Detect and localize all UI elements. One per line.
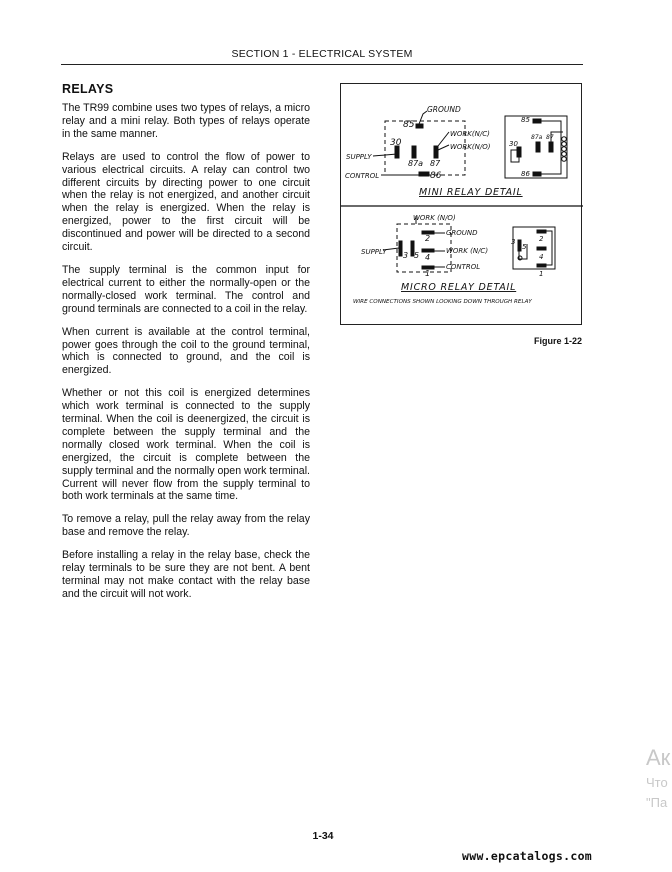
paragraph: The supply terminal is the common input for electrical current to either the normally-open or the normally-closed work terminal. The control and ground terminals are connected to a coil in the relay. [62, 263, 310, 315]
terminal-85 [416, 124, 423, 128]
micro-schematic-5: 5 [522, 243, 527, 251]
terminal-86 [419, 172, 429, 176]
paragraph: To remove a relay, pull the relay away from the relay base and remove the relay. [62, 513, 310, 539]
mini-terminal-86: 86 [430, 171, 442, 181]
watermark: www.epcatalogs.com [462, 849, 593, 863]
mini-label-control: CONTROL [345, 172, 380, 180]
terminal-87 [434, 146, 438, 158]
section-header: SECTION 1 - ELECTRICAL SYSTEM [231, 48, 413, 60]
micro-label-control: CONTROL [446, 263, 481, 271]
mini-label-supply: SUPPLY [346, 153, 372, 161]
overlay-line: Ак [646, 745, 671, 770]
micro-schematic-1: 1 [539, 270, 544, 278]
micro-terminal-2: 2 [425, 234, 431, 243]
micro-schematic-3: 3 [511, 238, 516, 246]
paragraph: The TR99 combine uses two types of relays, a micro relay and a mini relay. Both types of relays operate in the same manner. [62, 102, 310, 140]
paragraph: Whether or not this coil is energized determines which work terminal is connected to the supply terminal. When the coil is deenergized, the circuit is complete between the supply terminal and the normally closed work terminal. When the coil is energized, the circuit is complete between the supply terminal and the normally open work terminal. Current will never flow from the supply terminal to both work terminals at the same time. [62, 387, 310, 503]
mini-label-ground: GROUND [427, 105, 461, 114]
micro-terminal-1: 1 [425, 269, 431, 278]
micro-relay-title: MICRO RELAY DETAIL [401, 282, 517, 293]
overlay-line: "Па [646, 795, 668, 810]
work-no-leader [438, 145, 449, 150]
mini-terminal-87a: 87a [408, 159, 424, 168]
paragraph: Before installing a relay in the relay base, check the relay terminals to be sure they are not bent. A bent terminal may not make contact with the relay base and the circuit will not work. [62, 549, 310, 600]
mini-schematic-30: 30 [509, 140, 518, 148]
micro-label-ground: GROUND [446, 229, 478, 237]
mini-terminal-30: 30 [390, 138, 402, 148]
section-heading: RELAYS [62, 82, 114, 96]
micro-label-supply: SUPPLY [361, 248, 387, 256]
mini-schematic-87a: 87a [531, 134, 543, 141]
mini-schematic-86: 86 [521, 170, 530, 178]
paragraph: Relays are used to control the flow of power to various electrical circuits. A relay can control two different circuits by directing power to one circuit when the relay is not energized, and another circuit when the relay is energized. When the relay is energized, power to the first circuit will be discontinued and power will be directed to a second circuit. [62, 150, 310, 254]
overlay-line: Что [646, 775, 668, 790]
mini-label-work-nc: WORK(N/C) [450, 130, 490, 138]
relay-diagram [341, 84, 583, 326]
micro-schematic-2: 2 [539, 235, 544, 243]
mini-terminal-85: 85 [403, 120, 415, 130]
mini-terminal-87: 87 [430, 159, 441, 168]
micro-label-work-no: WORK (N/O) [413, 214, 456, 222]
header-divider [61, 64, 583, 65]
micro-terminal-4: 4 [425, 253, 431, 262]
micro-relay-labels [353, 214, 544, 305]
body-text-column [62, 82, 310, 611]
mini-label-work-no: WORK(N/O) [450, 143, 491, 151]
micro-terminal-3: 3 [403, 251, 409, 260]
mini-relay-labels [345, 105, 554, 198]
terminal-87a [412, 146, 416, 158]
paragraph: When current is available at the control terminal, power goes through the coil to the ground terminal, which is connected to ground, and the coil is energized. [62, 325, 310, 377]
micro-schematic-4: 4 [539, 253, 544, 261]
work-nc-leader [438, 132, 449, 146]
ground-leader [419, 111, 427, 124]
terminal-4 [422, 249, 434, 252]
mini-relay-title: MINI RELAY DETAIL [419, 187, 523, 198]
mini-schematic-87: 87 [546, 134, 554, 141]
figure-note: WIRE CONNECTIONS SHOWN LOOKING DOWN THROUGH RELAY [353, 299, 532, 305]
relay-figure [340, 83, 582, 325]
terminal-3 [399, 241, 402, 256]
page-number: 1-34 [312, 830, 334, 842]
micro-terminal-5: 5 [414, 251, 420, 260]
figure-caption: Figure 1-22 [533, 336, 582, 346]
micro-label-work-nc: WORK (N/C) [446, 247, 489, 255]
mini-schematic-85: 85 [521, 116, 530, 124]
os-activation-overlay [646, 743, 670, 813]
